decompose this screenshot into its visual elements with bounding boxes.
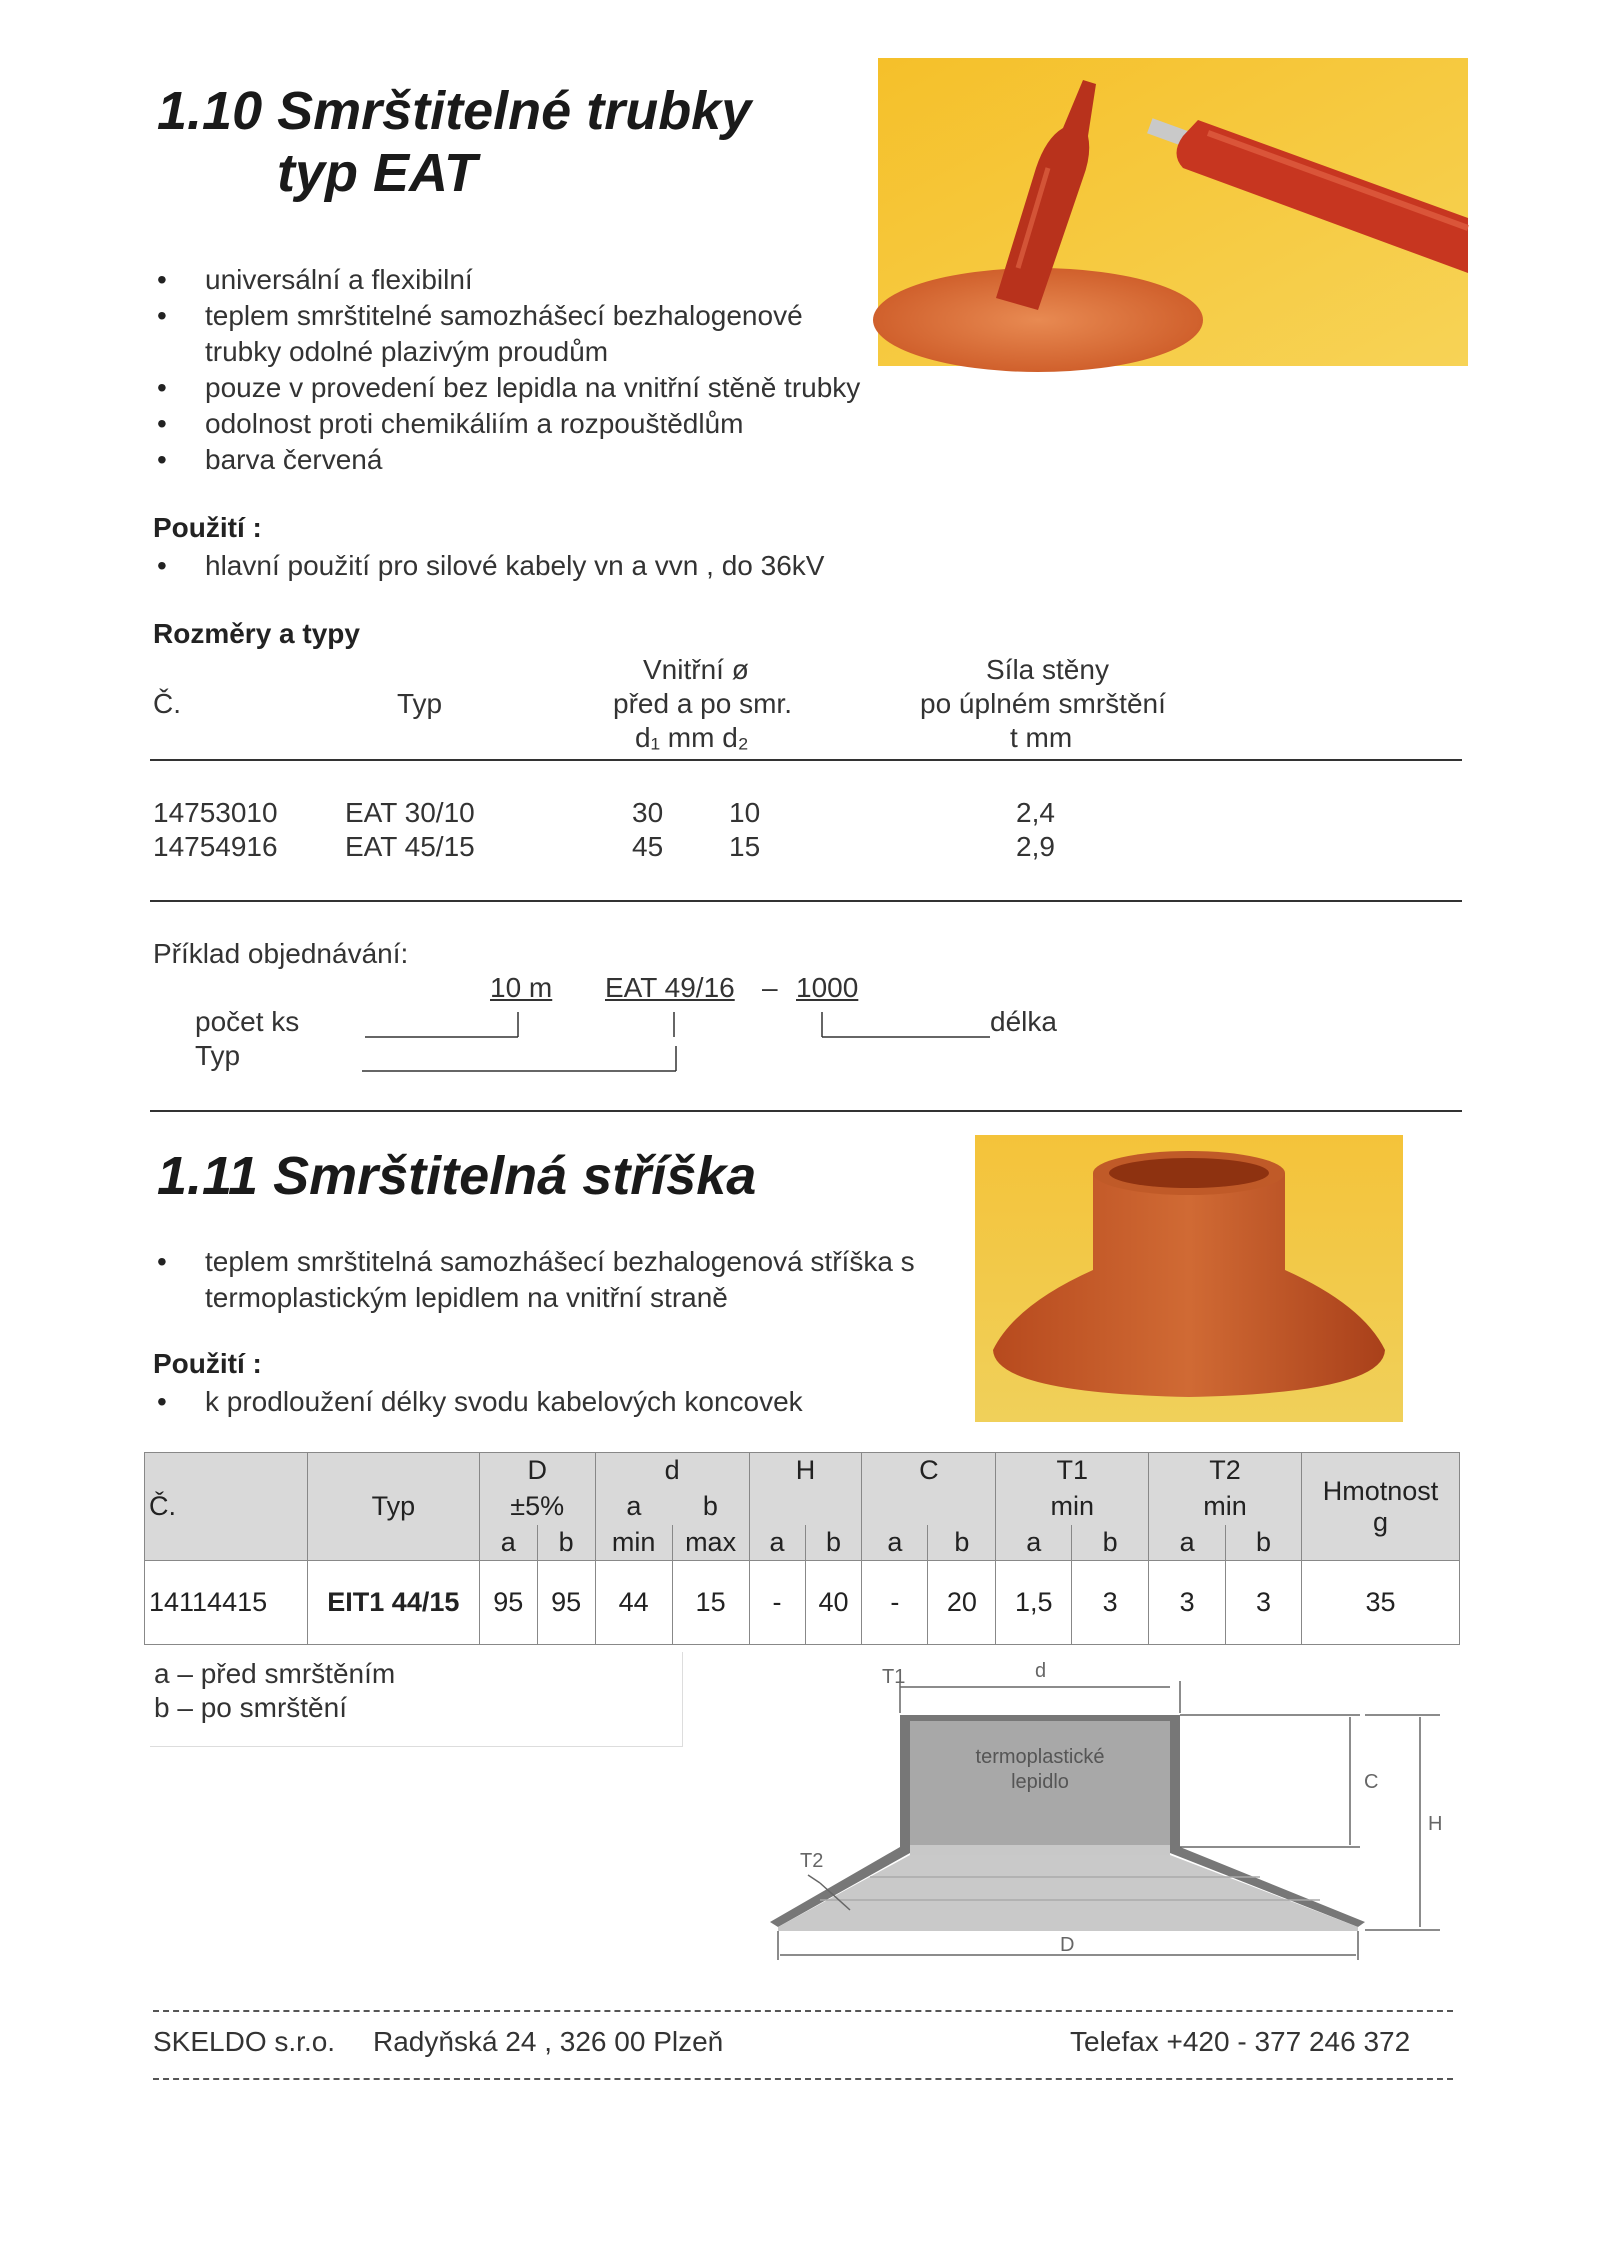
cell-mass: 35 xyxy=(1301,1561,1459,1645)
th-T1: T1 xyxy=(996,1453,1149,1489)
col-inner-header-1: Vnitřní ø xyxy=(643,654,749,685)
th-d-b: b xyxy=(672,1489,749,1525)
row-no: 14754916 xyxy=(153,831,278,862)
usage-list xyxy=(157,548,1057,584)
label-adhesive-1: termoplastické xyxy=(975,1746,1105,1768)
th-T1-b: b xyxy=(1072,1525,1149,1561)
row-d2: 15 xyxy=(729,831,761,862)
row-type: EAT 30/10 xyxy=(345,797,475,828)
feature-item: • odolnost proti chemikáliím a rozpouštědlům xyxy=(157,406,917,442)
th-T2-min: min xyxy=(1149,1489,1302,1525)
row-no: 14753010 xyxy=(153,797,278,828)
col-inner-header-3: d₁ mm d₂ xyxy=(635,722,749,753)
th-D-b: b xyxy=(537,1525,595,1561)
col-no-header: Č. xyxy=(153,688,181,719)
cap-photo xyxy=(975,1135,1403,1422)
label-adhesive-2: lepidlo xyxy=(1011,1771,1069,1793)
cell-Cb: 20 xyxy=(928,1561,996,1645)
row-t: 2,9 xyxy=(1016,831,1055,862)
cell-type: EIT1 44/15 xyxy=(307,1561,479,1645)
footer-divider-bottom xyxy=(153,2078,1453,2080)
cell-Hb: 40 xyxy=(805,1561,862,1645)
title-line-2: typ EAT xyxy=(277,143,477,204)
footer-phone: Telefax +420 - 377 246 372 xyxy=(1070,2026,1411,2057)
th-d-max: max xyxy=(672,1525,749,1561)
feature-item: • universální a flexibilní xyxy=(157,262,917,298)
cap-usage-heading: Použití : xyxy=(153,1348,262,1379)
th-D: D xyxy=(479,1453,595,1489)
cell-T1a: 1,5 xyxy=(996,1561,1072,1645)
th-T2-a: a xyxy=(1149,1525,1226,1561)
label-H: H xyxy=(1428,1813,1443,1835)
th-mass-unit: g xyxy=(1372,1506,1388,1537)
cap-spec-table xyxy=(144,1452,1460,1645)
eat-tube-photo xyxy=(878,58,1468,366)
legend-box xyxy=(150,1652,683,1747)
col-wall-header-3: t mm xyxy=(1010,722,1073,753)
section-divider xyxy=(150,1110,1462,1112)
th-T2: T2 xyxy=(1149,1453,1302,1489)
cap-dimension-diagram xyxy=(760,1655,1443,1975)
row-d2: 10 xyxy=(729,797,761,828)
footer-company: SKELDO s.r.o. xyxy=(153,2026,336,2057)
th-no: Č. xyxy=(145,1453,308,1561)
th-mass xyxy=(1301,1453,1459,1561)
cell-Ca: - xyxy=(862,1561,928,1645)
cell-T1b: 3 xyxy=(1072,1561,1149,1645)
table-rule xyxy=(150,900,1462,902)
cap-usage-list xyxy=(157,1384,1057,1420)
th-D-a: a xyxy=(479,1525,537,1561)
usage-item: • hlavní použití pro silové kabely vn a vvn , do 36kV xyxy=(157,548,1057,584)
row-d1: 30 xyxy=(632,797,664,828)
cell-db: 15 xyxy=(672,1561,749,1645)
th-H: H xyxy=(749,1453,862,1489)
order-length: 1000 xyxy=(796,972,859,1003)
col-type-header: Typ xyxy=(397,688,443,719)
label-T2: T2 xyxy=(800,1850,824,1872)
section-title-cap: 1.11 Smrštitelná stříška xyxy=(157,1146,757,1206)
title-line-1: 1.10 Smrštitelné trubky xyxy=(157,81,752,141)
order-leader-lines xyxy=(350,990,1000,1080)
th-T1-min: min xyxy=(996,1489,1149,1525)
th-C-b: b xyxy=(928,1525,996,1561)
cell-da: 44 xyxy=(595,1561,672,1645)
footer-divider-top xyxy=(153,2010,1453,2012)
order-example-label: Příklad objednávání: xyxy=(153,938,409,969)
table-rule xyxy=(150,759,1462,761)
th-H-empty xyxy=(749,1489,862,1525)
footer-address: Radyňská 24 , 326 00 Plzeň xyxy=(373,2026,724,2057)
cell-Da: 95 xyxy=(479,1561,537,1645)
usage-item: • k prodloužení délky svodu kabelových koncovek xyxy=(157,1384,1057,1420)
table-row xyxy=(145,1561,1460,1645)
th-mass-label: Hmotnost xyxy=(1322,1475,1439,1506)
legend-b: b – po smrštění xyxy=(154,1692,347,1723)
cell-no: 14114415 xyxy=(145,1561,308,1645)
order-length-label: délka xyxy=(990,1006,1057,1037)
th-d: d xyxy=(595,1453,749,1489)
col-wall-header-1: Síla stěny xyxy=(986,654,1109,685)
order-qty: 10 m xyxy=(490,972,553,1003)
col-wall-header-2: po úplném smrštění xyxy=(920,688,1166,719)
dims-heading: Rozměry a typy xyxy=(153,618,360,649)
th-d-a: a xyxy=(595,1489,672,1525)
feature-item: • teplem smrštitelné samozhášecí bezhalogenové trubky odolné plazivým proudům xyxy=(157,298,835,370)
row-type: EAT 45/15 xyxy=(345,831,475,862)
order-dash: – xyxy=(762,972,778,1003)
label-D: D xyxy=(1060,1934,1075,1956)
th-D-tolerance: ±5% xyxy=(479,1489,595,1525)
feature-item: • pouze v provedení bez lepidla na vnitřní stěně trubky xyxy=(157,370,917,406)
th-C-empty xyxy=(862,1489,996,1525)
th-H-b: b xyxy=(805,1525,862,1561)
order-type: EAT 49/16 xyxy=(605,972,735,1003)
cell-Db: 95 xyxy=(537,1561,595,1645)
row-d1: 45 xyxy=(632,831,664,862)
th-T2-b: b xyxy=(1226,1525,1302,1561)
row-t: 2,4 xyxy=(1016,797,1055,828)
label-T1: T1 xyxy=(882,1666,906,1688)
order-type-label: Typ xyxy=(195,1040,241,1071)
col-inner-header-2: před a po smr. xyxy=(613,688,792,719)
usage-heading: Použití : xyxy=(153,512,262,543)
th-T1-a: a xyxy=(996,1525,1072,1561)
th-C-a: a xyxy=(862,1525,928,1561)
feature-item: • barva červená xyxy=(157,442,917,478)
th-H-a: a xyxy=(749,1525,805,1561)
eat-feature-list xyxy=(157,262,917,478)
legend-a: a – před smrštěním xyxy=(154,1658,396,1689)
order-count-label: počet ks xyxy=(195,1006,300,1037)
th-d-min: min xyxy=(595,1525,672,1561)
th-type: Typ xyxy=(307,1453,479,1561)
feature-item: • teplem smrštitelná samozhášecí bezhalogenová stříška s termoplastickým lepidlem na vnitřní straně xyxy=(157,1244,985,1316)
label-C: C xyxy=(1364,1771,1379,1793)
cell-T2a: 3 xyxy=(1149,1561,1226,1645)
section-title-eat xyxy=(157,80,751,204)
cell-T2b: 3 xyxy=(1226,1561,1302,1645)
label-d: d xyxy=(1035,1660,1047,1682)
cell-Ha: - xyxy=(749,1561,805,1645)
th-C: C xyxy=(862,1453,996,1489)
cap-feature-list xyxy=(157,1244,957,1316)
